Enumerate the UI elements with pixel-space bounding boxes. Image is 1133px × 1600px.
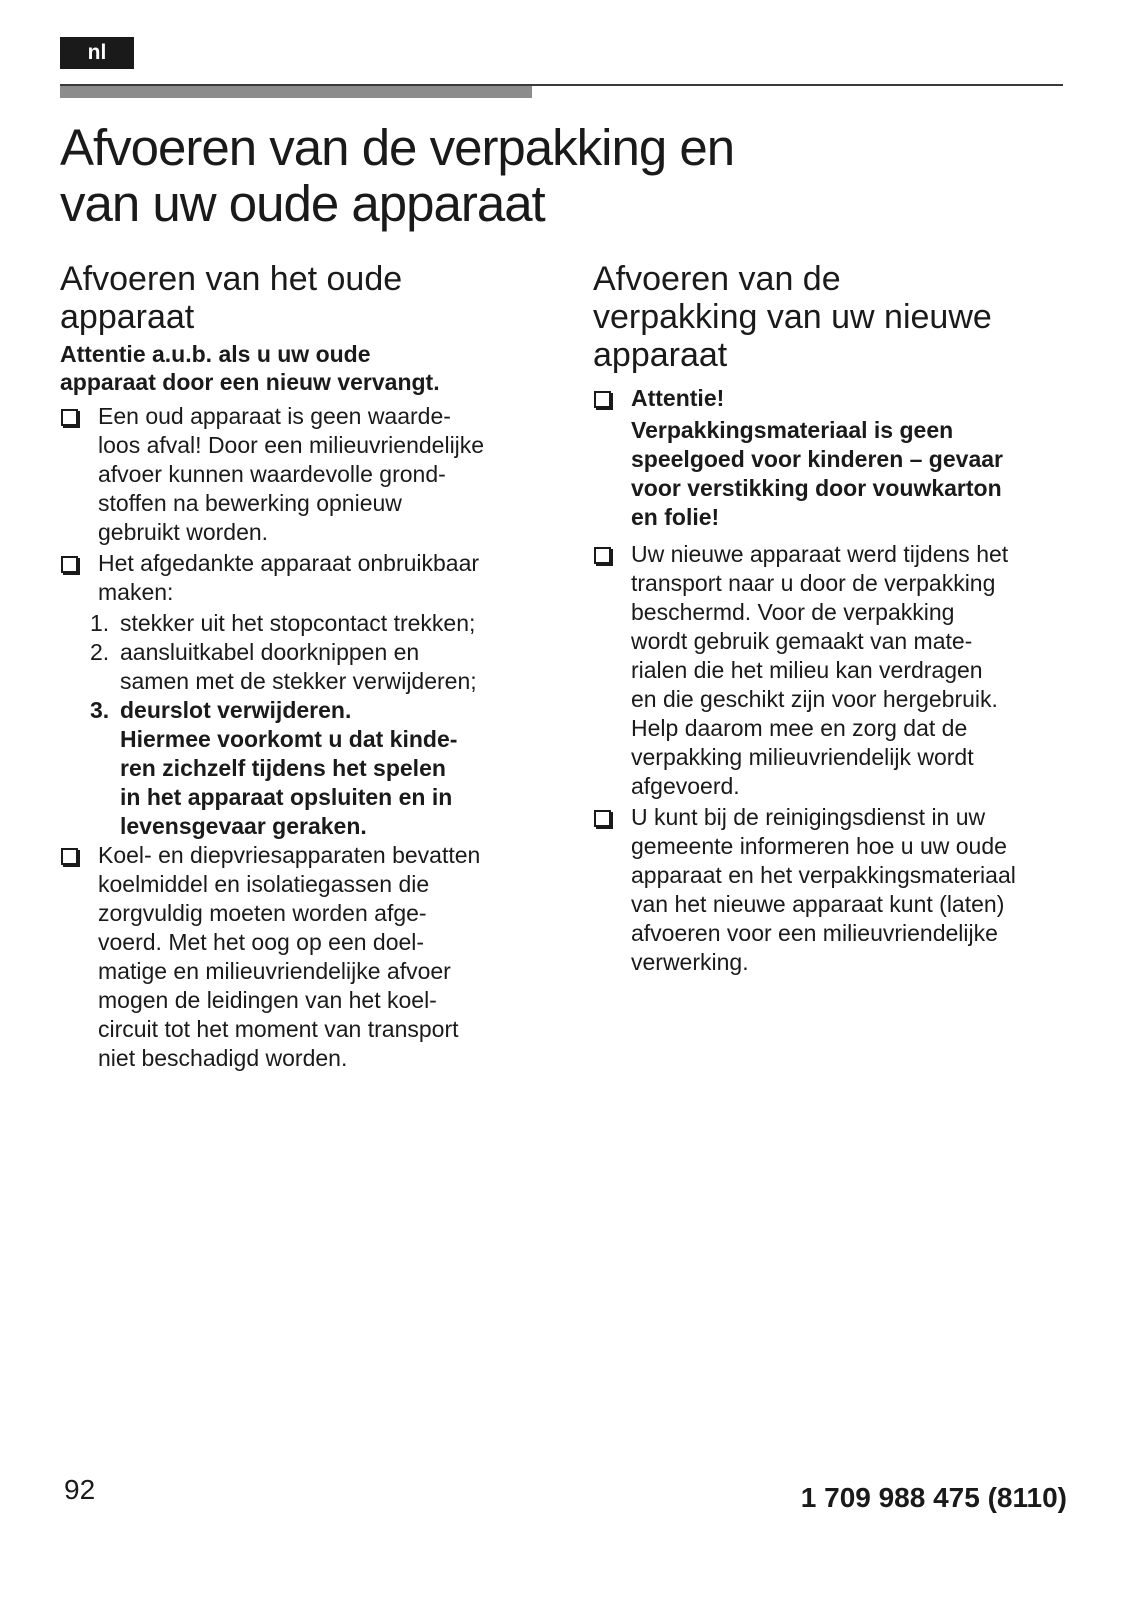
text-line: en folie! xyxy=(631,504,720,530)
text-line: circuit tot het moment van transport xyxy=(98,1016,459,1042)
text-line: beschermd. Voor de verpakking xyxy=(631,599,955,625)
text-line: maken: xyxy=(98,579,174,605)
text-line: in het apparaat opsluiten en in xyxy=(120,784,453,810)
page-title xyxy=(60,120,1060,232)
checkbox-bullet-icon xyxy=(61,556,78,573)
text-line: afgevoerd. xyxy=(631,773,740,799)
text-line: samen met de stekker verwijderen; xyxy=(120,668,477,694)
text-line: stekker uit het stopcontact trekken; xyxy=(120,610,476,636)
step-item xyxy=(60,638,540,696)
page-title-line: Afvoeren van de verpakking en xyxy=(60,119,735,176)
text-line: Koel- en diepvriesapparaten bevatten xyxy=(98,842,481,868)
list-item xyxy=(60,402,540,547)
step-number: 2. xyxy=(90,639,110,665)
section-heading-line: apparaat xyxy=(60,298,195,336)
text-line: speelgoed voor kinderen – gevaar xyxy=(631,446,1003,472)
intro-line: apparaat door een nieuw vervangt. xyxy=(60,369,440,395)
section-intro xyxy=(60,340,540,396)
text-line: verwerking. xyxy=(631,949,749,975)
section-heading-line: apparaat xyxy=(593,336,728,374)
section-packaging xyxy=(593,260,1083,979)
text-line: Help daarom mee en zorg dat de xyxy=(631,715,968,741)
text-line: van het nieuwe apparaat kunt (laten) xyxy=(631,891,1005,917)
text-line: wordt gebruik gemaakt van mate- xyxy=(631,628,973,654)
text-line: mogen de leidingen van het koel- xyxy=(98,987,437,1013)
text-line: Attentie! xyxy=(631,385,725,411)
text-line: transport naar u door de verpakking xyxy=(631,570,996,596)
text-line: levensgevaar geraken. xyxy=(120,813,367,839)
text-line: koelmiddel en isolatiegassen die xyxy=(98,871,430,897)
bullet-list xyxy=(60,841,540,1073)
text-line: gemeente informeren hoe u uw oude xyxy=(631,833,1007,859)
list-item xyxy=(593,384,1083,532)
bullet-list xyxy=(593,384,1083,977)
text-line: Een oud apparaat is geen waarde- xyxy=(98,403,451,429)
header-bar xyxy=(60,86,532,98)
section-heading xyxy=(60,260,540,336)
language-badge: nl xyxy=(60,37,134,69)
intro-line: Attentie a.u.b. als u uw oude xyxy=(60,341,371,367)
text-line: gebruikt worden. xyxy=(98,519,269,545)
list-item xyxy=(60,841,540,1073)
text-line: aansluitkabel doorknippen en xyxy=(120,639,420,665)
text-line: afvoer kunnen waardevolle grond- xyxy=(98,461,446,487)
text-line: Het afgedankte apparaat onbruikbaar xyxy=(98,550,480,576)
text-line: apparaat en het verpakkingsmateriaal xyxy=(631,862,1016,888)
checkbox-bullet-icon xyxy=(594,391,611,408)
section-heading-line: verpakking van uw nieuwe xyxy=(593,298,992,336)
section-heading-line: Afvoeren van de xyxy=(593,260,841,298)
section-heading xyxy=(593,260,1083,374)
text-line: Verpakkingsmateriaal is geen xyxy=(631,417,954,443)
text-line: zorgvuldig moeten worden afge- xyxy=(98,900,427,926)
text-line: verpakking milieuvriendelijk wordt xyxy=(631,744,974,770)
page-title-line: van uw oude apparaat xyxy=(60,175,545,232)
text-line: rialen die het milieu kan verdragen xyxy=(631,657,983,683)
text-line: stoffen na bewerking opnieuw xyxy=(98,490,402,516)
bullet-list xyxy=(60,402,540,607)
step-number: 1. xyxy=(90,610,110,636)
list-item xyxy=(593,803,1083,977)
text-line: deurslot verwijderen. xyxy=(120,697,352,723)
list-item xyxy=(60,549,540,607)
step-item xyxy=(60,696,540,841)
text-line: voor verstikking door vouwkarton xyxy=(631,475,1002,501)
text-line: loos afval! Door een milieuvriendelijke xyxy=(98,432,485,458)
text-line: afvoeren voor een milieuvriendelijke xyxy=(631,920,998,946)
section-heading-line: Afvoeren van het oude xyxy=(60,260,403,298)
step-number: 3. xyxy=(90,697,110,723)
text-line: matige en milieuvriendelijke afvoer xyxy=(98,958,451,984)
section-old-appliance xyxy=(60,260,540,1075)
text-line: Uw nieuwe apparaat werd tijdens het xyxy=(631,541,1009,567)
document-code: 1 709 988 475 (8110) xyxy=(800,1482,1067,1513)
text-line: ren zichzelf tijdens het spelen xyxy=(120,755,446,781)
checkbox-bullet-icon xyxy=(61,848,78,865)
text-line: Hiermee voorkomt u dat kinde- xyxy=(120,726,458,752)
checkbox-bullet-icon xyxy=(594,810,611,827)
text-line: voerd. Met het oog op een doel- xyxy=(98,929,425,955)
list-item xyxy=(593,540,1083,801)
text-line: niet beschadigd worden. xyxy=(98,1045,348,1071)
step-item xyxy=(60,609,540,638)
checkbox-bullet-icon xyxy=(61,409,78,426)
page-number: 92 xyxy=(64,1474,96,1505)
numbered-steps xyxy=(60,609,540,841)
checkbox-bullet-icon xyxy=(594,547,611,564)
text-line: en die geschikt zijn voor hergebruik. xyxy=(631,686,998,712)
text-line: U kunt bij de reinigingsdienst in uw xyxy=(631,804,986,830)
